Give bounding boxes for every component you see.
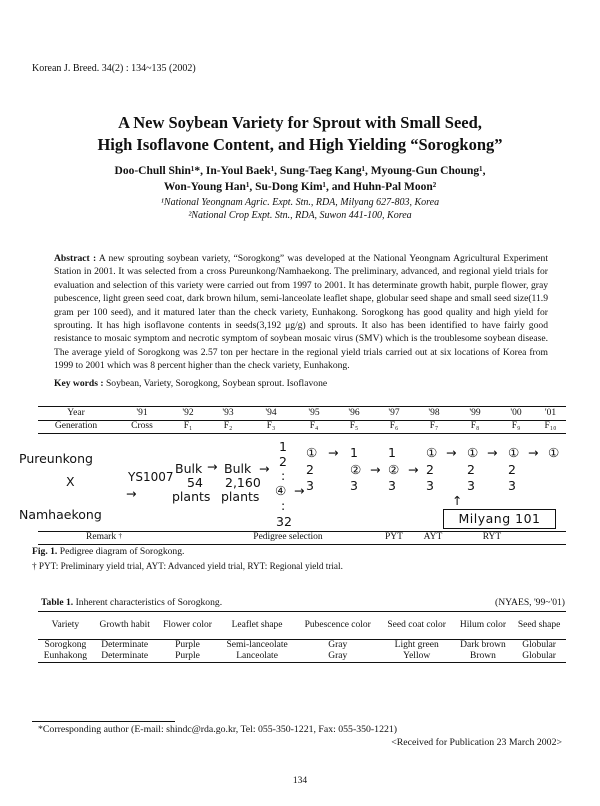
table-header-cell: Leaflet shape bbox=[231, 620, 283, 630]
cross-symbol: X bbox=[66, 474, 75, 489]
pedigree-f5-line: 3 bbox=[350, 478, 358, 493]
figure-footnote: † PYT: Preliminary yield trial, AYT: Advanced yield trial, RYT: Regional yield trial. bbox=[32, 561, 343, 571]
pedigree-generation-cell: F₆ bbox=[389, 421, 399, 431]
table-cell: Determinate bbox=[101, 651, 149, 661]
keywords-text: Soybean, Variety, Sorogkong, Soybean sprout. Isoflavone bbox=[105, 378, 328, 389]
bulk1-unit: plants bbox=[172, 489, 211, 504]
pedigree-f6-line: 1 bbox=[388, 445, 396, 460]
received-date: <Received for Publication 23 March 2002> bbox=[391, 737, 562, 748]
table-cell: Globular bbox=[522, 640, 556, 650]
pedigree-generation-cell: F₁₀ bbox=[544, 421, 557, 431]
bulk2-unit: plants bbox=[221, 489, 260, 504]
f3-selected-circled: ④ bbox=[275, 483, 287, 498]
table-cell: Gray bbox=[328, 640, 348, 650]
pedigree-generation-cell: F₄ bbox=[309, 421, 319, 431]
table-header-cell: Flower color bbox=[163, 620, 212, 630]
page-number: 134 bbox=[292, 776, 308, 786]
parent-pureunkong: Pureunkong bbox=[19, 451, 93, 466]
table-caption bbox=[41, 597, 222, 608]
table-cell: Determinate bbox=[101, 640, 149, 650]
pedigree-year-cell: '98 bbox=[428, 408, 440, 418]
table-cell: Sorogkong bbox=[44, 640, 87, 650]
arrow-f3: → bbox=[259, 461, 270, 476]
title-line-2: High Isoflavone Content, and High Yielding “Sorogkong” bbox=[97, 135, 503, 154]
authors-line-2: Won-Young Han¹, Su-Dong Kim¹, and Huhn-Pal Moon² bbox=[163, 181, 437, 193]
pedigree-f9-line: 3 bbox=[508, 478, 516, 493]
pedigree-f4-line: 3 bbox=[306, 478, 314, 493]
pedigree-generation-cell: F₅ bbox=[349, 421, 359, 431]
pedigree-generation-cell: Cross bbox=[131, 421, 153, 431]
variety-name-box: Milyang 101 bbox=[443, 509, 556, 529]
pedigree-f5-line: 1 bbox=[350, 445, 358, 460]
table-body bbox=[38, 640, 566, 663]
table-cell: Yellow bbox=[403, 651, 431, 661]
pedigree-year-cell: '97 bbox=[388, 408, 400, 418]
selection-arrow: → bbox=[328, 445, 339, 460]
table-header-cell: Variety bbox=[51, 620, 80, 630]
pedigree-generation-rule bbox=[38, 433, 566, 434]
pedigree-f7-line: 2 bbox=[426, 462, 434, 477]
selection-up-arrow: ↑ bbox=[452, 493, 463, 508]
remark-ryt: RYT bbox=[482, 532, 502, 542]
pedigree-f4-line: ① bbox=[306, 445, 318, 460]
table-header-cell: Growth habit bbox=[99, 620, 150, 630]
pedigree-f9-line: ① bbox=[508, 445, 520, 460]
table-header-row bbox=[38, 612, 566, 640]
selection-arrow: → bbox=[487, 445, 498, 460]
selection-arrow: → bbox=[370, 462, 381, 477]
table-cell: Purple bbox=[175, 651, 200, 661]
journal-citation: Korean J. Breed. 34(2) : 134~135 (2002) bbox=[32, 63, 196, 74]
pedigree-f9-line: 2 bbox=[508, 462, 516, 477]
bulk2-number: 2,160 bbox=[225, 475, 261, 490]
authors-line-1: Doo-Chull Shin¹*, In-Youl Baek¹, Sung-Taeg Kang¹, Myoung-Gun Choung¹, bbox=[114, 165, 486, 177]
table-cell: Globular bbox=[522, 651, 556, 661]
pedigree-f7-line: ① bbox=[426, 445, 438, 460]
pedigree-top-rule bbox=[38, 406, 566, 407]
pedigree-generation-cell: F₇ bbox=[429, 421, 439, 431]
pedigree-year-cell: '00 bbox=[510, 408, 522, 418]
arrow-f4: → bbox=[294, 483, 305, 498]
f3-line-1: 1 bbox=[279, 439, 287, 454]
pedigree-generation-cell: F₉ bbox=[511, 421, 521, 431]
bulk1-label: Bulk bbox=[175, 461, 203, 476]
table-row bbox=[38, 640, 566, 652]
keywords bbox=[54, 378, 548, 389]
table-header-cell: Pubescence color bbox=[304, 620, 371, 630]
selection-arrow: → bbox=[528, 445, 539, 460]
pedigree-generation-cell: F₃ bbox=[266, 421, 276, 431]
affiliation-1: ¹National Yeongnam Agric. Expt. Stn., RDA, Milyang 627-803, Korea bbox=[160, 197, 440, 208]
pedigree-year-cell: '91 bbox=[136, 408, 148, 418]
table-header-cell: Hilum color bbox=[459, 620, 507, 630]
affiliation-2: ²National Crop Expt. Stn., RDA, Suwon 441-100, Korea bbox=[188, 210, 412, 221]
keywords-label: Key words : bbox=[54, 378, 104, 389]
remark-ayt: AYT bbox=[423, 532, 443, 542]
pedigree-f5-line: ② bbox=[350, 462, 362, 477]
pedigree-generation-label: Generation bbox=[54, 421, 98, 431]
figure-caption-label: Fig. 1. bbox=[32, 546, 58, 557]
remark-pyt: PYT bbox=[385, 532, 403, 542]
table-cell: Brown bbox=[470, 651, 496, 661]
pedigree-year-label: Year bbox=[67, 408, 85, 418]
arrow-cross: → bbox=[126, 486, 137, 501]
figure-caption bbox=[32, 546, 184, 557]
abstract-text: A new sprouting soybean variety, “Sorogkong” was developed at the National Yeongnam Agricultural Experiment Station in 2001. It was selected from a cross Pureunkong/Namhaekong. The preliminary, advanced, and regional yield trials for evaluation and selection of this variety were carried out from 1997 to 2001. It has determinate growth habit, purple flower, gray pubescence, light green seed coat, dark brown hilum, semi-lanceolate leaflet shape, globular seed shape and small seed size(11.9 gram per 100 seed), and it matured later than the check variety, Eunhakong. Sorogkong has good quality and high yield for sprouting. It has high isoflavone contents in seeds(3,192 μg/g) and sprouts. It also has been identified to have fairly good resistance to mosaic symptom and necrotic symptom of soybean mosaic virus (SMV) which is the troublesome soybean disease. The average yield of Sorogkong was 2.57 ton per hectare in the regional yield trials carried out at six locations of Korea from 1999 to 2001 which was 8 percent higher than the check variety, Eunhakong. bbox=[54, 253, 548, 372]
pedigree-f6-line: 3 bbox=[388, 478, 396, 493]
pedigree-year-cell: '01 bbox=[544, 408, 557, 418]
remark-label: Remark † bbox=[86, 532, 122, 542]
pedigree-remark-row bbox=[38, 531, 566, 545]
table-row bbox=[38, 651, 566, 663]
table-header-cell: Seed shape bbox=[517, 620, 561, 630]
affiliations bbox=[0, 196, 600, 222]
title-line-1: A New Soybean Variety for Sprout with Small Seed, bbox=[118, 113, 482, 132]
pedigree-year-cell: '99 bbox=[469, 408, 481, 418]
pedigree-generation-cell: F₂ bbox=[223, 421, 233, 431]
table-header-cell: Seed coat color bbox=[387, 620, 446, 630]
pedigree-f10-line: ① bbox=[548, 445, 560, 460]
f3-line-2: 2 bbox=[279, 454, 287, 469]
bulk2-label: Bulk bbox=[224, 461, 252, 476]
table-cell: Dark brown bbox=[460, 640, 506, 650]
abstract-label: Abstract : bbox=[54, 253, 97, 264]
table-cell: Semi-lanceolate bbox=[226, 640, 288, 650]
corresponding-author: *Corresponding author (E-mail: shindc@rda.go.kr, Tel: 055-350-1221, Fax: 055-350-1221) bbox=[38, 724, 398, 735]
f3-dots-2: : bbox=[281, 498, 286, 513]
abstract bbox=[54, 252, 548, 373]
f3-last: 32 bbox=[276, 514, 292, 529]
f3-dots: : bbox=[281, 468, 286, 483]
pedigree-f8-line: 2 bbox=[467, 462, 475, 477]
pedigree-year-cell: '94 bbox=[265, 408, 277, 418]
cross-code: YS1007 bbox=[128, 470, 174, 484]
characteristics-table bbox=[38, 611, 566, 663]
pedigree-year-cell: '92 bbox=[182, 408, 194, 418]
pedigree-f6-line: ② bbox=[388, 462, 400, 477]
paper-title bbox=[0, 112, 600, 156]
table-cell: Gray bbox=[328, 651, 348, 661]
remark-pedigree-selection: Pedigree selection bbox=[253, 532, 323, 542]
bulk1-number: 54 bbox=[187, 475, 203, 490]
footnote-rule bbox=[32, 721, 175, 722]
table-caption-label: Table 1. bbox=[41, 597, 74, 608]
table-caption-text: Inherent characteristics of Sorogkong. bbox=[75, 597, 223, 608]
pedigree-f7-line: 3 bbox=[426, 478, 434, 493]
pedigree-year-cell: '93 bbox=[222, 408, 234, 418]
figure-caption-text: Pedigree diagram of Sorogkong. bbox=[59, 546, 185, 557]
pedigree-f8-line: ① bbox=[467, 445, 479, 460]
table-cell: Lanceolate bbox=[236, 651, 278, 661]
parent-namhaekong: Namhaekong bbox=[19, 507, 102, 522]
table-cell: Eunhakong bbox=[43, 651, 88, 661]
table-cell: Purple bbox=[175, 640, 200, 650]
pedigree-generation-cell: F₈ bbox=[470, 421, 480, 431]
pedigree-f4-line: 2 bbox=[306, 462, 314, 477]
pedigree-year-cell: '95 bbox=[308, 408, 320, 418]
pedigree-generation-cell: F₁ bbox=[183, 421, 193, 431]
selection-arrow: → bbox=[408, 462, 419, 477]
table-cell: Light green bbox=[394, 640, 439, 650]
table-source: (NYAES, '99~'01) bbox=[495, 597, 565, 608]
selection-arrow: → bbox=[446, 445, 457, 460]
pedigree-year-cell: '96 bbox=[348, 408, 360, 418]
pedigree-f8-line: 3 bbox=[467, 478, 475, 493]
author-list bbox=[0, 163, 600, 195]
arrow-bulk: → bbox=[207, 459, 218, 474]
